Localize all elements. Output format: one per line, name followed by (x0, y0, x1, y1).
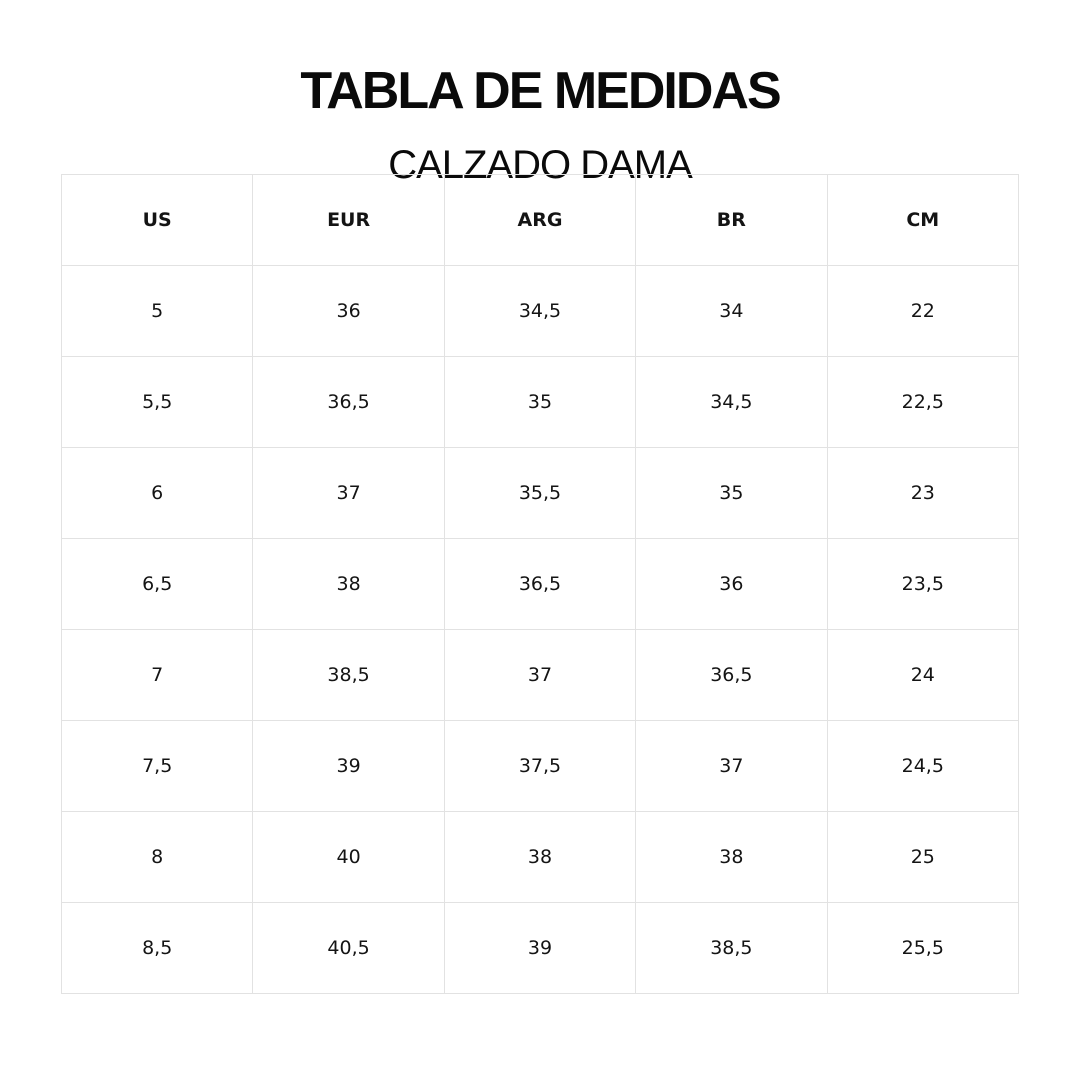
table-cell-us: 7 (62, 630, 253, 721)
table-cell-cm: 25,5 (827, 903, 1018, 994)
column-header-us: US (62, 175, 253, 266)
table-row (62, 266, 1019, 357)
table-cell-cm: 22 (827, 266, 1018, 357)
table-cell-br: 37 (636, 721, 827, 812)
table-cell-cm: 24 (827, 630, 1018, 721)
page-subtitle: CALZADO DAMA (388, 143, 692, 188)
table-cell-br: 36 (636, 539, 827, 630)
table-cell-arg: 34,5 (444, 266, 635, 357)
table-cell-arg: 35,5 (444, 448, 635, 539)
table-cell-arg: 35 (444, 357, 635, 448)
table-cell-cm: 24,5 (827, 721, 1018, 812)
table-cell-eur: 37 (253, 448, 444, 539)
table-cell-us: 5 (62, 266, 253, 357)
table-cell-eur: 40,5 (253, 903, 444, 994)
table-cell-cm: 25 (827, 812, 1018, 903)
table-header-row (62, 175, 1019, 266)
table-cell-eur: 39 (253, 721, 444, 812)
table-cell-cm: 22,5 (827, 357, 1018, 448)
table-cell-eur: 38 (253, 539, 444, 630)
column-header-eur: EUR (253, 175, 444, 266)
table-cell-us: 6 (62, 448, 253, 539)
column-header-cm: CM (827, 175, 1018, 266)
table-cell-eur: 36 (253, 266, 444, 357)
table-cell-br: 38,5 (636, 903, 827, 994)
size-chart-table (61, 174, 1019, 994)
table-row (62, 448, 1019, 539)
table-cell-arg: 37 (444, 630, 635, 721)
column-header-arg: ARG (444, 175, 635, 266)
table-cell-br: 36,5 (636, 630, 827, 721)
table-cell-cm: 23 (827, 448, 1018, 539)
table-cell-us: 8 (62, 812, 253, 903)
table-cell-br: 38 (636, 812, 827, 903)
table-cell-arg: 36,5 (444, 539, 635, 630)
table-cell-us: 5,5 (62, 357, 253, 448)
table-cell-eur: 40 (253, 812, 444, 903)
table-row (62, 539, 1019, 630)
table-body (62, 266, 1019, 994)
table-header (62, 175, 1019, 266)
table-cell-arg: 39 (444, 903, 635, 994)
table-cell-eur: 38,5 (253, 630, 444, 721)
table-cell-cm: 23,5 (827, 539, 1018, 630)
table-cell-arg: 38 (444, 812, 635, 903)
table-cell-us: 7,5 (62, 721, 253, 812)
column-header-br: BR (636, 175, 827, 266)
table-row (62, 812, 1019, 903)
table-cell-eur: 36,5 (253, 357, 444, 448)
table-cell-br: 34,5 (636, 357, 827, 448)
table-cell-us: 8,5 (62, 903, 253, 994)
table-row (62, 630, 1019, 721)
table-cell-us: 6,5 (62, 539, 253, 630)
table-row (62, 357, 1019, 448)
table-row (62, 903, 1019, 994)
table-cell-arg: 37,5 (444, 721, 635, 812)
table-cell-br: 35 (636, 448, 827, 539)
page-title: TABLA DE MEDIDAS (300, 61, 780, 120)
table-cell-br: 34 (636, 266, 827, 357)
table-row (62, 721, 1019, 812)
